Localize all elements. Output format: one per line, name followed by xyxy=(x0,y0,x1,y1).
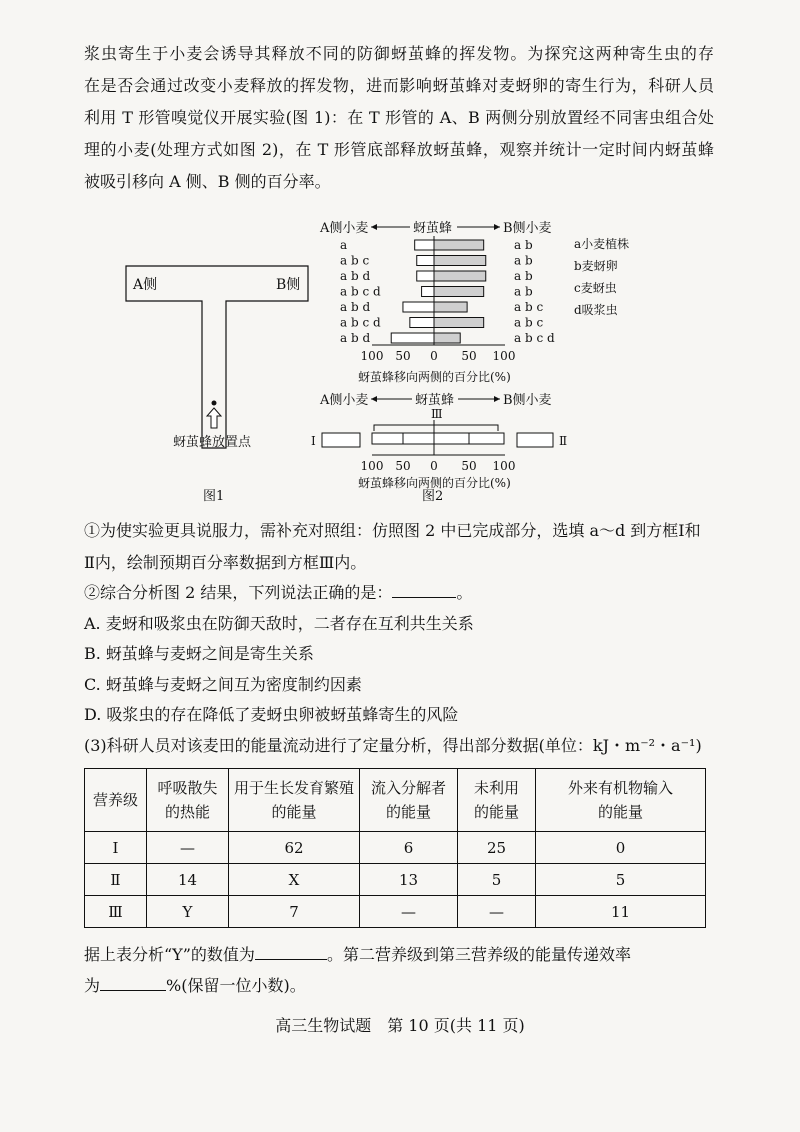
final-text-c: 为 xyxy=(84,976,101,995)
final-line-1 xyxy=(84,942,631,965)
table-cell: 5 xyxy=(458,864,536,896)
top-tick-label: 50 xyxy=(461,349,477,363)
bottom-b-header: B侧小麦 xyxy=(503,393,552,408)
fig1-caption: 图1 xyxy=(203,489,225,504)
question-1-line-1: ①为使实验更具说服力，需补充对照组：仿照图 2 中已完成部分，选填 a～d 到方框Ⅰ和 xyxy=(84,521,701,540)
table-cell: — xyxy=(360,896,458,928)
figure-2-chart xyxy=(0,0,800,520)
row-b-label: a b c d xyxy=(514,331,555,345)
bar-a-side xyxy=(417,271,434,281)
arrow-right-icon xyxy=(494,224,500,230)
table-cell: 0 xyxy=(536,832,706,864)
bottom-x-label: 蚜茧蜂移向两侧的百分比(%) xyxy=(358,476,511,490)
table-cell: 25 xyxy=(458,832,536,864)
row-a-label: a b d xyxy=(340,331,371,345)
box-2-label: Ⅱ xyxy=(559,434,568,448)
bottom-tick-label: 100 xyxy=(492,459,516,473)
question-1-line-2: Ⅱ内，绘制预期百分率数据到方框Ⅲ内。 xyxy=(84,553,367,572)
option-a: A. 麦蚜和吸浆虫在防御天敌时，二者存在互利共生关系 xyxy=(84,614,474,633)
question-2-text: ②综合分析图 2 结果，下列说法正确的是： xyxy=(84,583,393,602)
fig1-a-label: A侧 xyxy=(133,277,158,293)
top-center-header: 蚜茧蜂 xyxy=(413,221,453,236)
question-2-end: 。 xyxy=(456,583,473,602)
box-3-bracket xyxy=(374,420,498,431)
table-cell: 14 xyxy=(147,864,229,896)
option-c: C. 蚜茧蜂与麦蚜之间互为密度制约因素 xyxy=(84,675,362,694)
arrow-right-icon xyxy=(494,396,500,402)
header-cell: 呼吸散失 的热能 xyxy=(147,769,229,832)
fig1-b-label: B侧 xyxy=(276,277,301,293)
table-cell: Ⅲ xyxy=(85,896,147,928)
table-cell: 62 xyxy=(229,832,360,864)
top-tick-label: 0 xyxy=(430,349,438,363)
table-cell: 7 xyxy=(229,896,360,928)
bar-b-side xyxy=(434,333,460,343)
legend-item: d吸浆虫 xyxy=(574,303,618,317)
bar-a-side xyxy=(410,318,434,328)
table-cell: 6 xyxy=(360,832,458,864)
bar-b-side xyxy=(434,318,484,328)
bottom-center-header: 蚜茧蜂 xyxy=(415,393,455,408)
intro-line: 在是否会通过改变小麦释放的挥发物，进而影响蚜茧蜂对麦蚜卵的寄生行为，科研人员 xyxy=(84,76,714,95)
option-b: B. 蚜茧蜂与麦蚜之间是寄生关系 xyxy=(84,644,314,663)
question-3: (3)科研人员对该麦田的能量流动进行了定量分析，得出部分数据(单位：kJ・m⁻²・a⁻¹) xyxy=(84,736,702,755)
question-2 xyxy=(84,580,472,603)
fig1-release-label: 蚜茧蜂放置点 xyxy=(173,435,252,450)
top-tick-label: 100 xyxy=(492,349,516,363)
table-cell: Ⅰ xyxy=(85,832,147,864)
bar-b-side xyxy=(434,256,486,266)
box-1-placeholder xyxy=(322,433,360,447)
bar-a-side xyxy=(415,240,434,250)
box-3-label: Ⅲ xyxy=(431,407,443,421)
answer-blank-y[interactable] xyxy=(255,958,327,960)
arrow-left-icon xyxy=(371,224,377,230)
option-d: D. 吸浆虫的存在降低了麦蚜虫卵被蚜茧蜂寄生的风险 xyxy=(84,705,459,724)
top-a-header: A侧小麦 xyxy=(320,221,369,236)
final-text-a: 据上表分析“Y”的数值为 xyxy=(84,945,255,964)
row-a-label: a b d xyxy=(340,300,371,314)
bottom-tick-label: 50 xyxy=(461,459,477,473)
box-3-placeholder xyxy=(372,433,504,444)
bottom-tick-label: 50 xyxy=(395,459,411,473)
bar-a-side xyxy=(422,287,434,297)
bar-a-side xyxy=(417,256,434,266)
final-text-b: 。第二营养级到第三营养级的能量传递效率 xyxy=(326,945,631,964)
box-2-placeholder xyxy=(517,433,553,447)
table-cell: — xyxy=(147,832,229,864)
bar-b-side xyxy=(434,240,484,250)
bar-a-side xyxy=(403,302,434,312)
table-row xyxy=(85,896,706,928)
table-cell: 11 xyxy=(536,896,706,928)
row-b-label: a b xyxy=(514,269,533,283)
table-row xyxy=(85,864,706,896)
row-a-label: a b c d xyxy=(340,315,381,330)
arrow-left-icon xyxy=(371,396,377,402)
bottom-tick-label: 0 xyxy=(430,459,438,473)
bar-b-side xyxy=(434,271,486,281)
final-text-d: %(保留一位小数)。 xyxy=(166,976,306,995)
top-tick-label: 100 xyxy=(360,349,384,363)
top-b-header: B侧小麦 xyxy=(503,221,552,236)
chart-rows xyxy=(340,238,555,345)
legend-item: a小麦植株 xyxy=(574,237,630,251)
bar-b-side xyxy=(434,302,467,312)
header-cell: 外来有机物输入 的能量 xyxy=(536,769,706,832)
table-cell: 5 xyxy=(536,864,706,896)
header-cell: 营养级 xyxy=(85,769,147,832)
table-row xyxy=(85,832,706,864)
row-a-label: a xyxy=(340,238,348,252)
top-x-label: 蚜茧蜂移向两侧的百分比(%) xyxy=(358,370,511,384)
bottom-tick-label: 100 xyxy=(360,459,384,473)
box-1-label: Ⅰ xyxy=(311,434,316,448)
table-cell: 13 xyxy=(360,864,458,896)
answer-blank-efficiency[interactable] xyxy=(100,989,166,991)
page-footer: 高三生物试题 第 10 页(共 11 页) xyxy=(275,1016,525,1035)
bottom-a-header: A侧小麦 xyxy=(320,393,369,408)
table-cell: X xyxy=(229,864,360,896)
answer-blank-q2[interactable] xyxy=(392,596,456,598)
legend-item: b麦蚜卵 xyxy=(574,259,618,273)
row-b-label: a b c xyxy=(514,300,544,314)
header-cell: 用于生长发育繁殖 的能量 xyxy=(229,769,360,832)
row-b-label: a b xyxy=(514,238,533,252)
row-b-label: a b xyxy=(514,284,533,299)
table-cell: — xyxy=(458,896,536,928)
row-a-label: a b c xyxy=(340,253,370,268)
table-cell: Y xyxy=(147,896,229,928)
header-cell: 流入分解者 的能量 xyxy=(360,769,458,832)
row-b-label: a b c xyxy=(514,315,544,330)
energy-table xyxy=(84,768,706,928)
table-header-row xyxy=(85,769,706,832)
bar-b-side xyxy=(434,287,484,297)
intro-line: 理的小麦(处理方式如图 2)，在 T 形管底部释放蚜茧蜂，观察并统计一定时间内蚜茧蜂 xyxy=(84,140,714,159)
fig2-caption: 图2 xyxy=(422,489,444,504)
final-line-2 xyxy=(84,973,306,996)
bar-a-side xyxy=(391,333,434,343)
top-tick-label: 50 xyxy=(395,349,411,363)
intro-line: 浆虫寄生于小麦会诱导其释放不同的防御蚜茧蜂的挥发物。为探究这两种寄生虫的存 xyxy=(84,44,714,63)
intro-line: 被吸引移向 A 侧、B 侧的百分率。 xyxy=(84,172,331,191)
legend-item: c麦蚜虫 xyxy=(574,281,617,295)
row-b-label: a b xyxy=(514,253,533,268)
row-a-label: a b c d xyxy=(340,284,381,299)
intro-line: 利用 T 形管嗅觉仪开展实验(图 1)：在 T 形管的 A、B 两侧分别放置经不同害虫组合处 xyxy=(84,108,714,127)
table-cell: Ⅱ xyxy=(85,864,147,896)
row-a-label: a b d xyxy=(340,269,371,283)
header-cell: 未利用 的能量 xyxy=(458,769,536,832)
